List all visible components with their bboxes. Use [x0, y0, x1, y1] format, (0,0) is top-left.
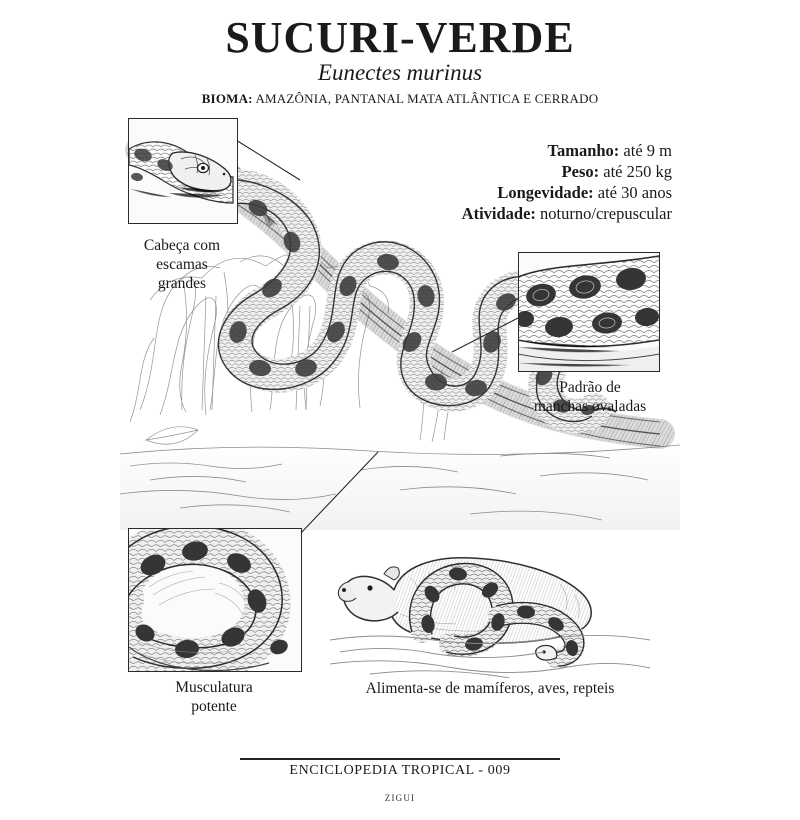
stat-value-tamanho: até 9 m	[623, 141, 672, 160]
callout-box-pattern[interactable]	[518, 252, 660, 372]
leader-muscle	[300, 452, 378, 534]
stat-value-atividade: noturno/crepuscular	[540, 204, 672, 223]
biome-label: BIOMA:	[201, 91, 253, 106]
caption-head-line3: grandes	[157, 275, 207, 292]
stat-label-peso: Peso:	[561, 162, 600, 181]
callout-caption-pattern	[500, 378, 680, 416]
stat-label-tamanho: Tamanho:	[547, 141, 620, 160]
scientific-name: Eunectes murinus	[317, 60, 483, 85]
caption-pattern-line2: manchas ovaladas	[533, 398, 647, 415]
snake-head-icon	[129, 119, 237, 223]
caption-head-line1: Cabeça com	[143, 237, 221, 254]
scale-pattern-icon	[519, 253, 659, 371]
page-title: SUCURI-VERDE	[225, 13, 575, 62]
stat-label-atividade: Atividade:	[461, 204, 536, 223]
footer-divider	[240, 758, 560, 760]
stat-value-longevidade: até 30 anos	[597, 183, 672, 202]
stat-label-longevidade: Longevidade:	[497, 183, 594, 202]
snake-coil-icon	[129, 529, 301, 671]
caption-head-line2: escamas	[156, 256, 208, 273]
caption-muscle-line1: Musculatura	[175, 679, 253, 696]
caption-muscle-line2: potente	[191, 698, 237, 715]
callout-caption-head	[112, 236, 252, 293]
diet-caption: Alimenta-se de mamíferos, aves, repteis	[365, 680, 615, 697]
leader-head	[236, 140, 300, 180]
leader-pattern	[452, 318, 518, 352]
biome-value: AMAZÔNIA, PANTANAL MATA ATLÂNTICA E CERRADO	[255, 91, 599, 106]
artist-signature: ZIGUI	[384, 793, 416, 803]
caption-pattern-line1: Padrão de	[559, 379, 621, 396]
footer-series: ENCICLOPEDIA TROPICAL - 009	[289, 763, 511, 778]
stat-value-peso: até 250 kg	[603, 162, 672, 181]
callout-caption-muscle	[124, 678, 304, 716]
callout-box-muscle[interactable]	[128, 528, 302, 672]
capybara-icon	[330, 528, 650, 678]
callout-box-head[interactable]	[128, 118, 238, 224]
